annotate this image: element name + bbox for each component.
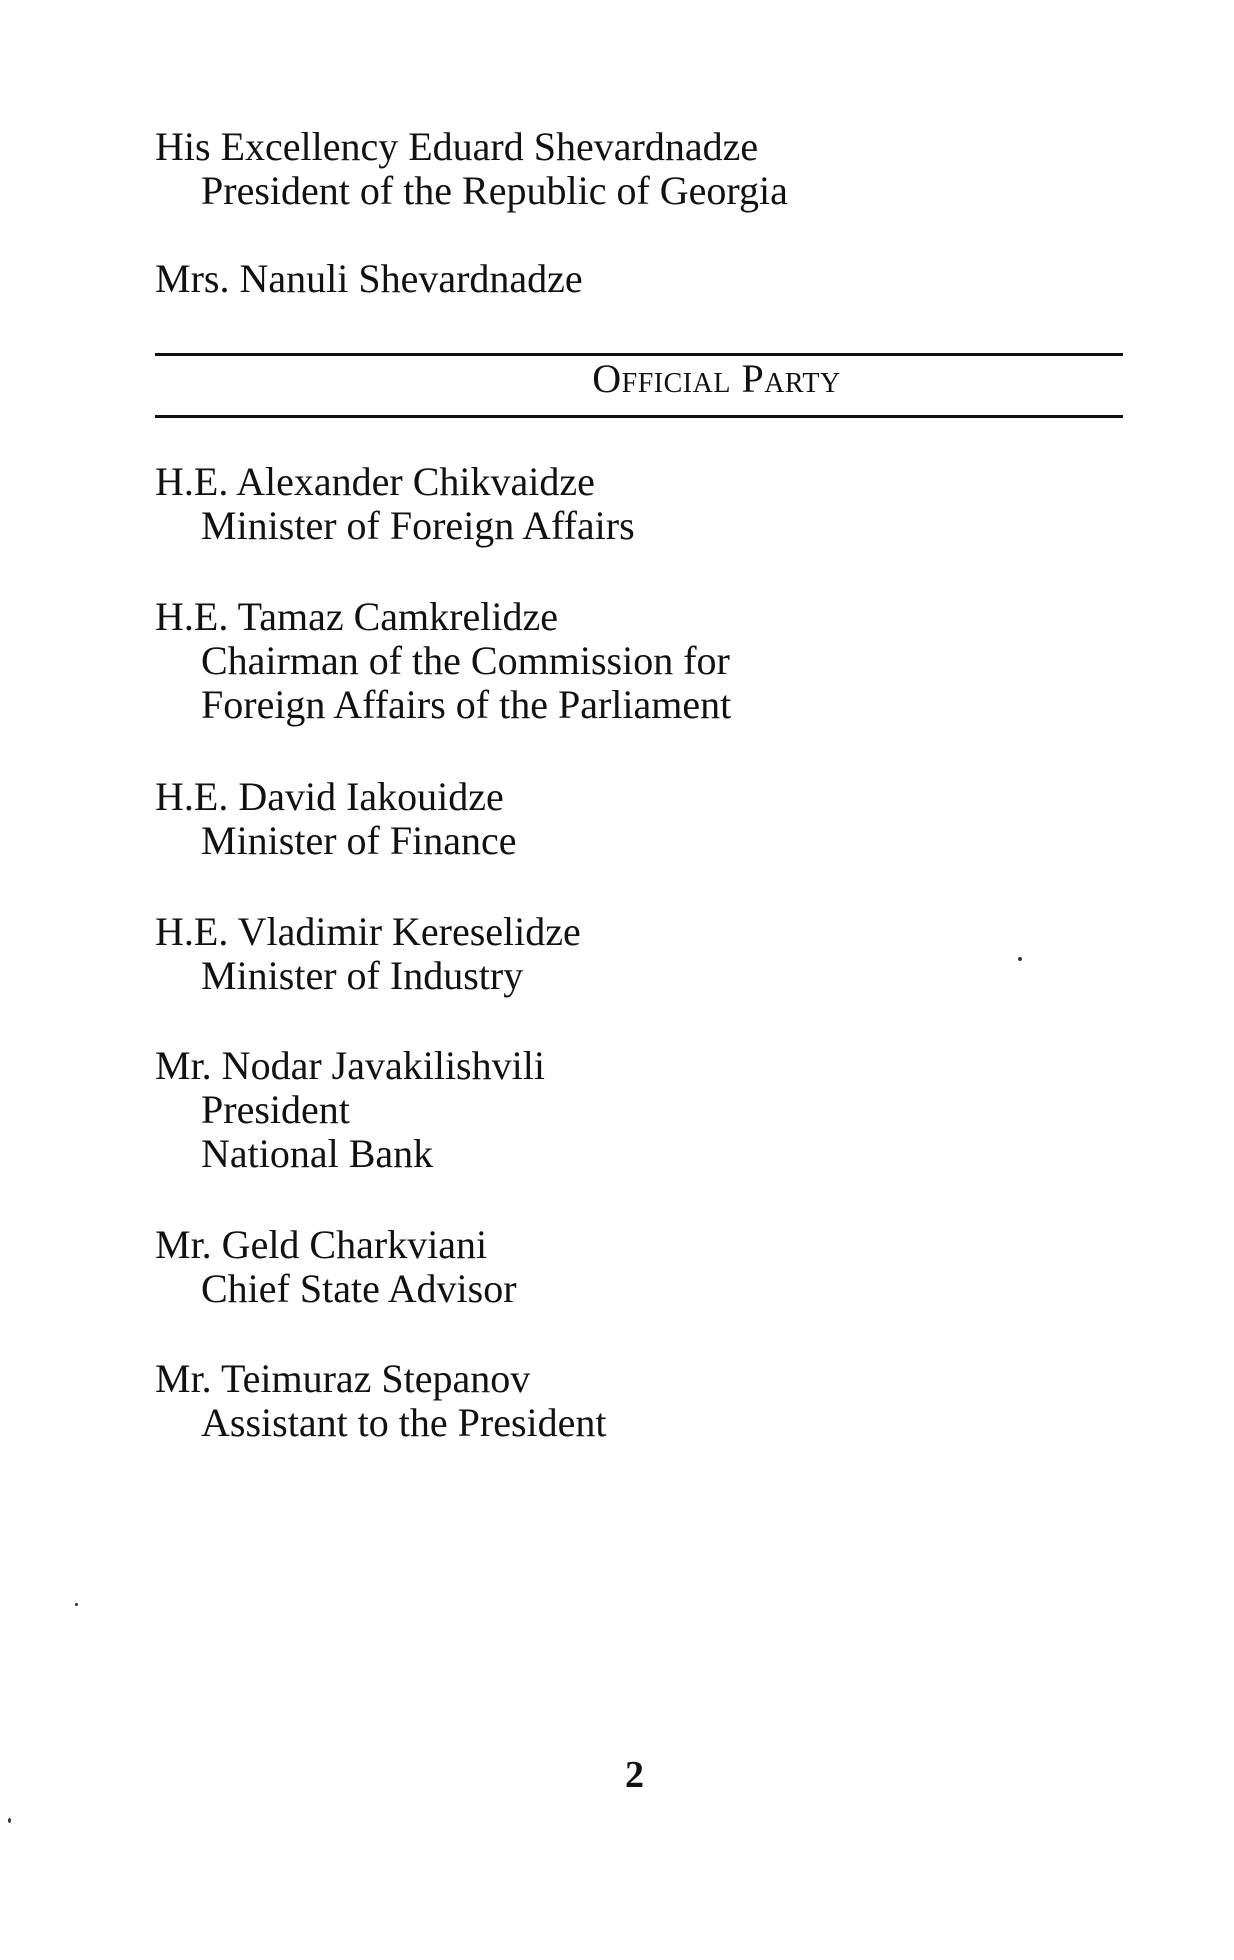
entry-name: H.E. David Iakouidze [155, 774, 504, 819]
section-rule-bottom [155, 415, 1123, 418]
entry-name: Mr. Geld Charkviani [155, 1222, 488, 1267]
scan-speck [1018, 957, 1022, 961]
entry-title-line: President of the Republic of Georgia [201, 168, 788, 213]
entry-name: H.E. Alexander Chikvaidze [155, 459, 595, 504]
entry-title-line: Minister of Foreign Affairs [201, 503, 635, 548]
entry-title-line: Minister of Industry [201, 953, 524, 998]
entry-name: Mrs. Nanuli Shevardnadze [155, 256, 583, 301]
entry-title-line: Chief State Advisor [201, 1266, 517, 1311]
entry-title-line: Chairman of the Commission for [201, 638, 730, 683]
principal-entry-president [155, 125, 788, 213]
entry-name: Mr. Teimuraz Stepanov [155, 1356, 531, 1401]
official-entry [155, 1357, 607, 1445]
official-entry [155, 595, 731, 727]
official-entry [155, 460, 635, 548]
entry-title-line: Assistant to the President [201, 1400, 607, 1445]
principal-entry-spouse [155, 257, 583, 301]
entry-title-line: Minister of Finance [201, 818, 517, 863]
section-title: Official Party [592, 356, 841, 401]
entry-title-line: National Bank [201, 1131, 434, 1176]
scan-speck [8, 1818, 11, 1823]
official-entry [155, 775, 517, 863]
entry-title-line: President [201, 1087, 350, 1132]
entry-name: H.E. Tamaz Camkrelidze [155, 594, 558, 639]
scan-speck [75, 1603, 78, 1606]
page-number: 2 [625, 1754, 644, 1796]
entry-title-line: Foreign Affairs of the Parliament [201, 682, 732, 727]
official-entry [155, 1223, 517, 1311]
official-entry [155, 910, 581, 998]
entry-name: Mr. Nodar Javakilishvili [155, 1043, 545, 1088]
entry-name: H.E. Vladimir Kereselidze [155, 909, 581, 954]
official-entry [155, 1044, 545, 1176]
entry-name: His Excellency Eduard Shevardnadze [155, 124, 759, 169]
